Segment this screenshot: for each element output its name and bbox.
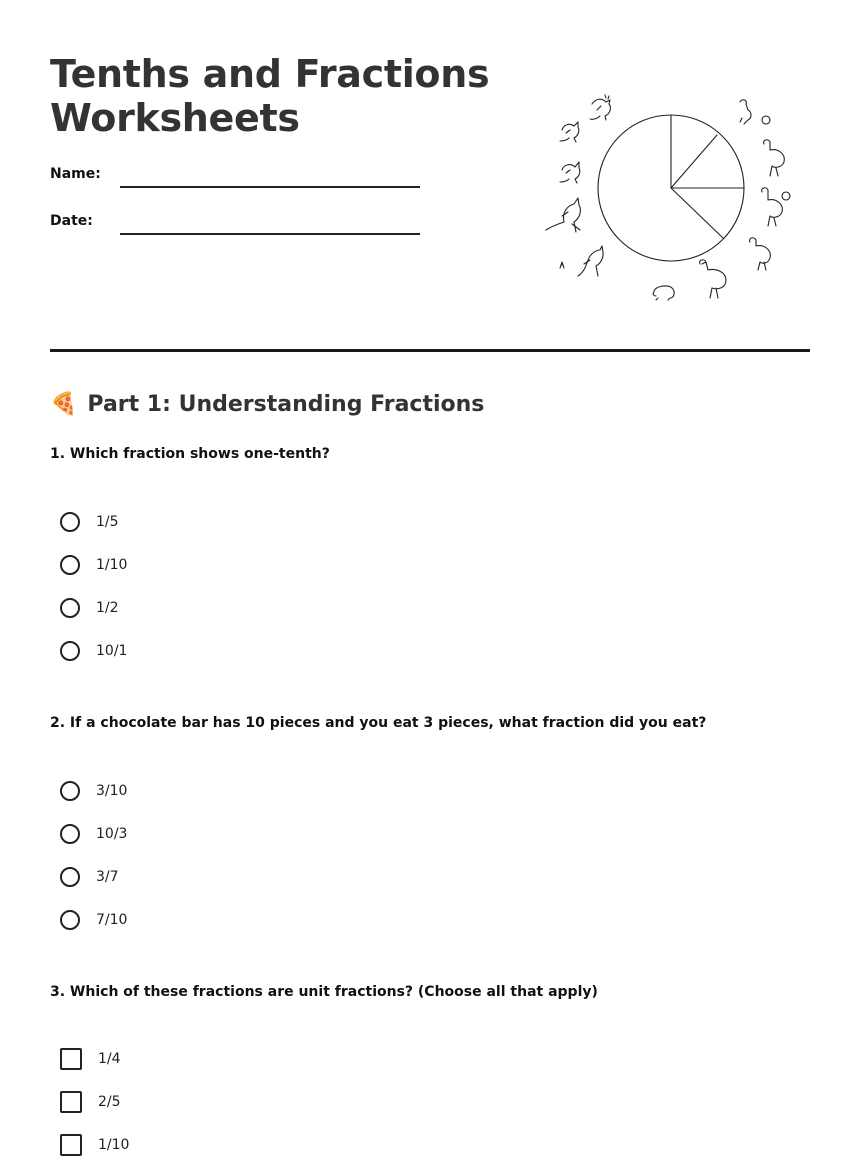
option-label: 1/5 (96, 514, 119, 530)
question-1-prompt: 1. Which fraction shows one-tenth? (50, 446, 330, 462)
option-label: 3/7 (96, 869, 119, 885)
pie-slice-line (671, 135, 717, 188)
radio-button[interactable] (60, 867, 80, 887)
kangaroo-icon (578, 246, 603, 276)
name-field[interactable] (120, 186, 420, 188)
emu-icon (750, 238, 771, 270)
radio-button[interactable] (60, 781, 80, 801)
option-label: 1/10 (96, 557, 128, 573)
option-label: 1/10 (98, 1137, 130, 1153)
header-divider (50, 349, 810, 352)
option-label: 1/4 (98, 1051, 121, 1067)
kangaroo-icon (560, 122, 579, 142)
worksheet-title (50, 52, 489, 140)
section-title: Part 1: Understanding Fractions (87, 391, 485, 417)
question-1-option[interactable] (60, 638, 127, 664)
question-3-option[interactable] (60, 1089, 121, 1115)
kangaroo-icon (590, 95, 610, 120)
pizza-icon: 🍕 (50, 391, 78, 417)
radio-button[interactable] (60, 641, 80, 661)
question-3-option[interactable] (60, 1132, 129, 1158)
pie-circle-group (598, 115, 744, 261)
kangaroo-icon (546, 198, 580, 232)
radio-button[interactable] (60, 555, 80, 575)
option-label: 1/2 (96, 600, 119, 616)
emu-icon (764, 140, 785, 176)
question-1-option[interactable] (60, 552, 127, 578)
checkbox[interactable] (60, 1091, 82, 1113)
option-label: 2/5 (98, 1094, 121, 1110)
question-1-option[interactable] (60, 509, 119, 535)
question-2-option[interactable] (60, 778, 127, 804)
question-3-option[interactable] (60, 1046, 121, 1072)
title-line-2: Worksheets (50, 96, 300, 140)
question-1-option[interactable] (60, 595, 119, 621)
date-field[interactable] (120, 233, 420, 235)
name-label: Name: (50, 166, 101, 182)
radio-button[interactable] (60, 598, 80, 618)
title-line-1: Tenths and Fractions (50, 52, 490, 96)
question-2-option[interactable] (60, 907, 127, 933)
emu-icon (700, 260, 726, 298)
question-2-option[interactable] (60, 821, 127, 847)
checkbox[interactable] (60, 1134, 82, 1156)
radio-button[interactable] (60, 910, 80, 930)
emu-icon (762, 188, 790, 226)
checkbox[interactable] (60, 1048, 82, 1070)
question-2-option[interactable] (60, 864, 119, 890)
section-heading (50, 388, 484, 420)
pie-slice-line (671, 188, 723, 238)
radio-button[interactable] (60, 512, 80, 532)
wombat-icon (653, 286, 674, 300)
option-label: 10/1 (96, 643, 128, 659)
pie-illustration (540, 88, 800, 310)
question-2-prompt: 2. If a chocolate bar has 10 pieces and you eat 3 pieces, what fraction did you eat? (50, 715, 707, 731)
radio-button[interactable] (60, 824, 80, 844)
question-3-prompt: 3. Which of these fractions are unit fractions? (Choose all that apply) (50, 984, 598, 1000)
kangaroo-icon (560, 162, 580, 183)
option-label: 10/3 (96, 826, 128, 842)
option-label: 3/10 (96, 783, 128, 799)
small-kangaroo-icon (560, 262, 564, 268)
option-label: 7/10 (96, 912, 128, 928)
emu-icon (740, 100, 770, 124)
date-label: Date: (50, 213, 93, 229)
